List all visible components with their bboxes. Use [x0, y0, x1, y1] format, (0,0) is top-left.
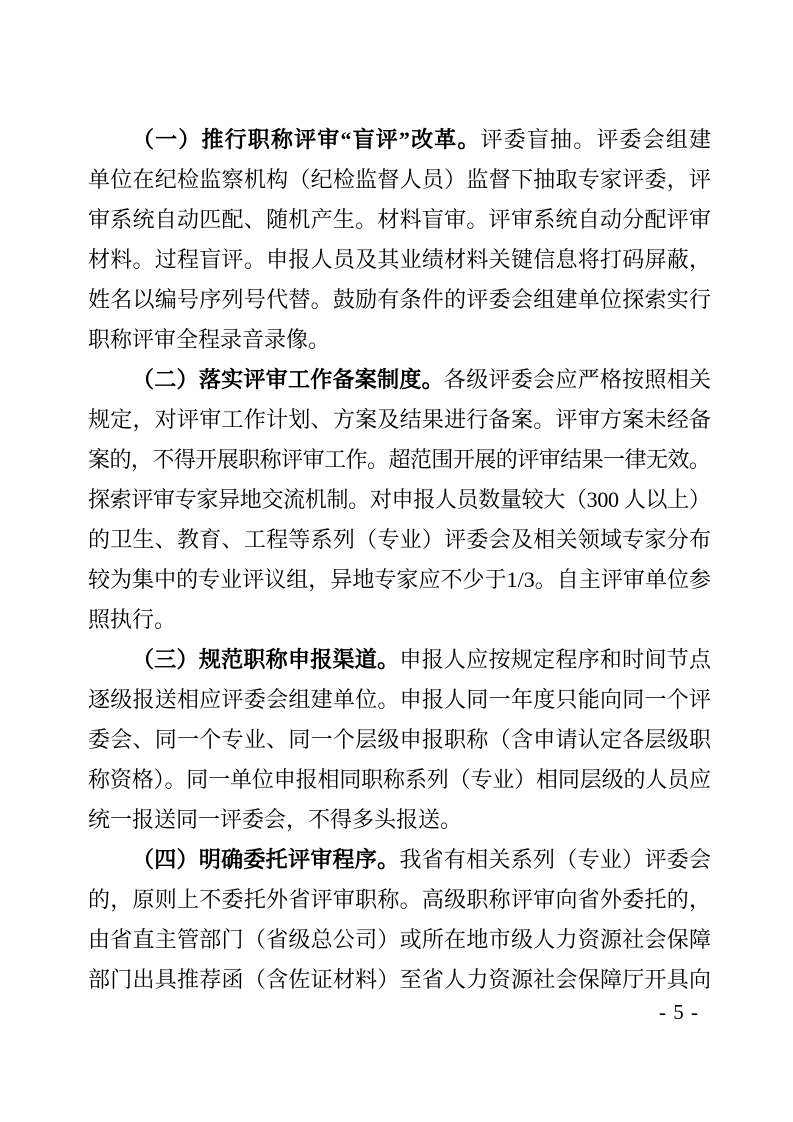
text-line [88, 760, 711, 800]
paragraph-text: 由省直主管部门（省级总公司）或所在地市级人力资源社会保障 [88, 927, 712, 952]
text-line [88, 600, 711, 640]
paragraph-text: 评委盲抽。评委会组建 [480, 127, 713, 152]
text-line [88, 840, 711, 880]
paragraph-text: 逐级报送相应评委会组建单位。申报人同一年度只能向同一个评 [88, 687, 712, 712]
paragraph-text: 规定，对评审工作计划、方案及结果进行备案。评审方案未经备 [88, 407, 712, 432]
text-line [88, 120, 711, 160]
text-line [88, 560, 711, 600]
text-line [88, 640, 711, 680]
paragraph-heading: （二）落实评审工作备案制度。 [132, 367, 444, 392]
paragraph-text: 部门出具推荐函（含佐证材料）至省人力资源社会保障厅开具向 [88, 967, 712, 992]
paragraph-text: 姓名以编号序列号代替。鼓励有条件的评委会组建单位探索实行 [88, 287, 712, 312]
paragraph-text: 称资格）。同一单位申报相同职称系列（专业）相同层级的人员应 [88, 767, 711, 792]
text-line [88, 200, 711, 240]
document-body [88, 120, 711, 1000]
text-line [88, 240, 711, 280]
paragraph-text: 我省有相关系列（专业）评委会 [399, 847, 712, 872]
paragraph-text: 职称评审全程录音录像。 [88, 327, 331, 352]
paragraph [88, 840, 711, 1000]
text-line [88, 680, 711, 720]
paragraph [88, 640, 711, 840]
paragraph-text: 申报人应按规定程序和时间节点 [399, 647, 712, 672]
paragraph [88, 120, 711, 360]
text-line [88, 480, 711, 520]
paragraph-text: 统一报送同一评委会，不得多头报送。 [88, 807, 463, 832]
paragraph-heading: （一）推行职称评审“盲评”改革。 [132, 127, 481, 152]
paragraph-text: 单位在纪检监察机构（纪检监督人员）监督下抽取专家评委，评 [88, 167, 712, 192]
paragraph-heading: （三）规范职称申报渠道。 [132, 647, 400, 672]
text-line [88, 520, 711, 560]
text-line [88, 400, 711, 440]
text-line [88, 720, 711, 760]
paragraph-text: 较为集中的专业评议组，异地专家应不少于1/3。自主评审单位参 [88, 567, 712, 592]
page-number: - 5 - [659, 1000, 699, 1024]
text-line [88, 440, 711, 480]
text-line [88, 920, 711, 960]
paragraph-text: 的卫生、教育、工程等系列（专业）评委会及相关领域专家分布 [88, 527, 712, 552]
paragraph-text: 探索评审专家异地交流机制。对申报人员数量较大（300 人以上） [88, 487, 711, 512]
paragraph [88, 360, 711, 640]
paragraph-text: 审系统自动匹配、随机产生。材料盲审。评审系统自动分配评审 [88, 207, 712, 232]
paragraph-text: 案的，不得开展职称评审工作。超范围开展的评审结果一律无效。 [88, 447, 711, 472]
paragraph-text: 委会、同一个专业、同一个层级申报职称（含申请认定各层级职 [88, 727, 712, 752]
paragraph-text: 材料。过程盲评。申报人员及其业绩材料关键信息将打码屏蔽， [88, 247, 712, 272]
text-line [88, 320, 711, 360]
paragraph-text: 照执行。 [88, 607, 177, 632]
paragraph-text: 的，原则上不委托外省评审职称。高级职称评审向省外委托的， [88, 887, 712, 912]
text-line [88, 960, 711, 1000]
text-line [88, 280, 711, 320]
paragraph-heading: （四）明确委托评审程序。 [132, 847, 400, 872]
text-line [88, 360, 711, 400]
text-line [88, 160, 711, 200]
paragraph-text: 各级评委会应严格按照相关 [443, 367, 712, 392]
text-line [88, 880, 711, 920]
text-line [88, 800, 711, 840]
